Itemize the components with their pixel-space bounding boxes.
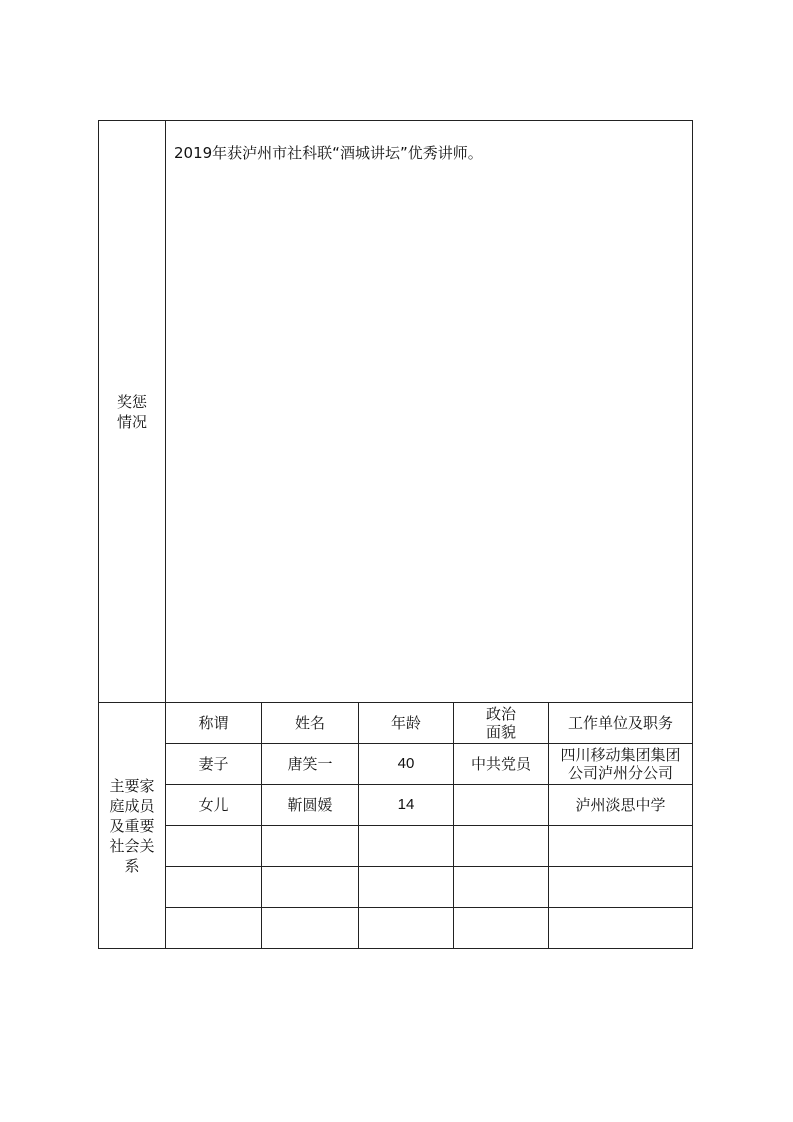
header-political bbox=[454, 703, 549, 744]
name-cell bbox=[262, 908, 359, 949]
age-cell bbox=[359, 908, 454, 949]
work-cell bbox=[549, 908, 693, 949]
family-label bbox=[99, 703, 166, 949]
family-row bbox=[99, 826, 693, 867]
political-cell bbox=[454, 908, 549, 949]
resume-form-table bbox=[98, 120, 693, 949]
family-row bbox=[99, 908, 693, 949]
family-label-line: 社会关 bbox=[109, 836, 155, 855]
awards-label-line1: 奖惩 bbox=[116, 392, 147, 411]
work-cell bbox=[549, 867, 693, 908]
work-line1: 四川移动集团集团 bbox=[560, 746, 681, 764]
family-row bbox=[99, 785, 693, 826]
family-label-line: 主要家 bbox=[109, 776, 155, 795]
family-header-row bbox=[99, 703, 693, 744]
political-cell bbox=[454, 867, 549, 908]
family-row bbox=[99, 867, 693, 908]
header-political-line2: 面貌 bbox=[485, 723, 516, 741]
family-label-line: 系 bbox=[124, 856, 140, 875]
name-cell bbox=[262, 826, 359, 867]
age-cell: 14 bbox=[359, 785, 454, 826]
name-cell bbox=[262, 867, 359, 908]
relation-cell bbox=[166, 867, 262, 908]
awards-label-line2: 情况 bbox=[116, 412, 147, 431]
awards-row bbox=[99, 121, 693, 703]
political-cell bbox=[454, 826, 549, 867]
age-cell bbox=[359, 867, 454, 908]
header-relation: 称谓 bbox=[166, 703, 262, 744]
work-cell: 泸州淡思中学 bbox=[549, 785, 693, 826]
awards-content: 2019年获泸州市社科联“酒城讲坛”优秀讲师。 bbox=[166, 121, 693, 703]
relation-cell: 女儿 bbox=[166, 785, 262, 826]
family-row bbox=[99, 744, 693, 785]
work-line2: 公司泸州分公司 bbox=[568, 764, 674, 782]
political-cell: 中共党员 bbox=[454, 744, 549, 785]
work-cell bbox=[549, 744, 693, 785]
header-political-line1: 政治 bbox=[485, 705, 516, 723]
relation-cell: 妻子 bbox=[166, 744, 262, 785]
relation-cell bbox=[166, 826, 262, 867]
header-work: 工作单位及职务 bbox=[549, 703, 693, 744]
family-label-line: 及重要 bbox=[109, 816, 155, 835]
work-cell bbox=[549, 826, 693, 867]
name-cell: 靳圆媛 bbox=[262, 785, 359, 826]
awards-label bbox=[99, 121, 166, 703]
age-cell bbox=[359, 826, 454, 867]
family-label-line: 庭成员 bbox=[109, 796, 155, 815]
header-name: 姓名 bbox=[262, 703, 359, 744]
relation-cell bbox=[166, 908, 262, 949]
header-age: 年龄 bbox=[359, 703, 454, 744]
age-cell: 40 bbox=[359, 744, 454, 785]
name-cell: 唐笑一 bbox=[262, 744, 359, 785]
political-cell bbox=[454, 785, 549, 826]
